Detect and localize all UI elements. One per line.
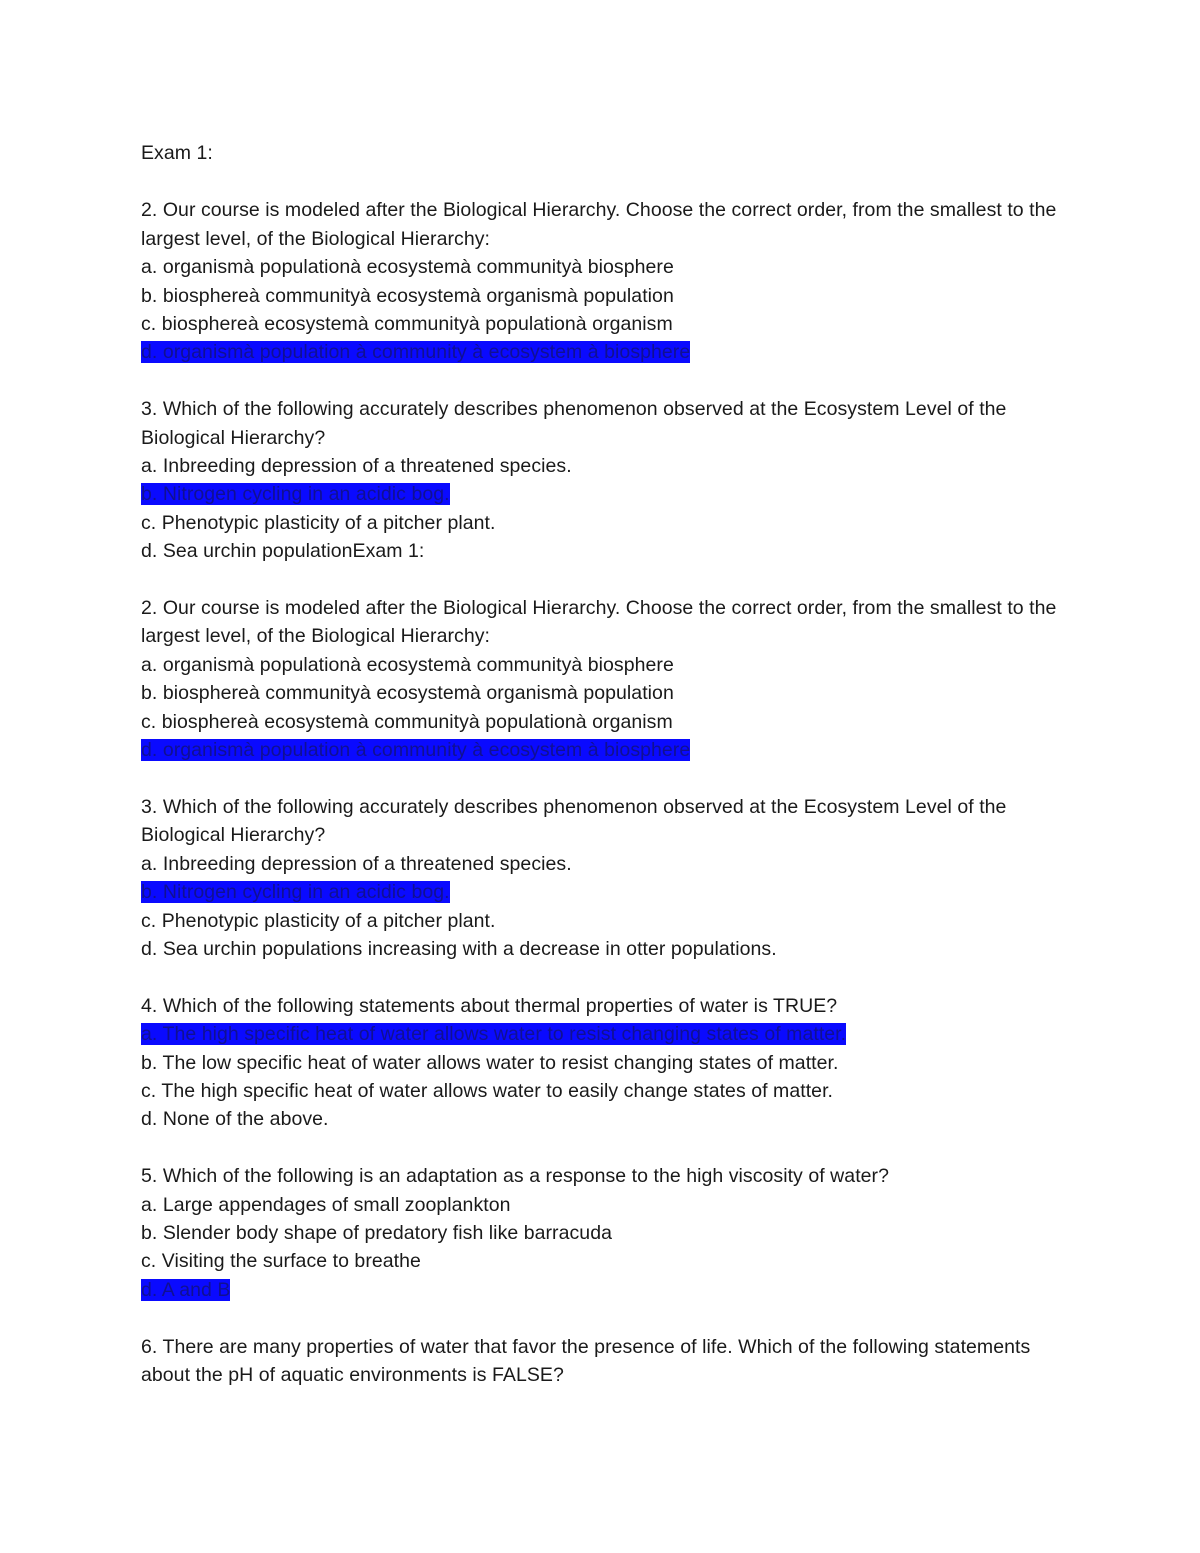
question-text: 3. Which of the following accurately describes phenomenon observed at the Ecosystem Level of the Biological Hierarchy?	[141, 795, 1007, 847]
answer-option: b. The low specific heat of water allows water to resist changing states of matter.	[141, 1051, 839, 1074]
answer-option: a. organismà populationà ecosystemà communityà biosphere	[141, 256, 674, 279]
answer-option-text: d. organismà population à community à ecosystem à biosphere	[141, 341, 691, 364]
answer-option: d. Sea urchin populationExam 1:	[141, 540, 425, 563]
answer-option: b. Slender body shape of predatory fish like barracuda	[141, 1221, 612, 1244]
answer-option-highlighted	[141, 1276, 1081, 1304]
answer-highlight	[141, 881, 450, 903]
answer-option-text: d. A and B	[141, 1278, 231, 1301]
answer-option: d. None of the above.	[141, 1108, 329, 1131]
answer-option-highlighted	[141, 480, 1081, 508]
answer-option: a. Inbreeding depression of a threatened species.	[141, 455, 572, 478]
question-block	[141, 395, 1081, 565]
answer-option-highlighted	[141, 338, 1081, 366]
spacer	[141, 765, 1081, 793]
question-text: 4. Which of the following statements about thermal properties of water is TRUE?	[141, 994, 838, 1017]
answer-option-highlighted	[141, 878, 1081, 906]
document-page	[141, 139, 1081, 1389]
answer-option: c. biosphereà ecosystemà communityà populationà organism	[141, 313, 673, 336]
answer-option-highlighted	[141, 1020, 1081, 1048]
answer-option-text: b. Nitrogen cycling in an acidic bog.	[141, 483, 450, 506]
answer-highlight	[141, 1023, 846, 1045]
question-text: 5. Which of the following is an adaptation as a response to the high viscosity of water?	[141, 1165, 889, 1188]
answer-option-text: a. The high specific heat of water allows water to resist changing states of matter.	[141, 1023, 847, 1046]
answer-option: a. Inbreeding depression of a threatened species.	[141, 852, 572, 875]
answer-option-text: d. organismà population à community à ecosystem à biosphere	[141, 739, 691, 762]
answer-option-text: b. Nitrogen cycling in an acidic bog.	[141, 881, 450, 904]
answer-option: d. Sea urchin populations increasing with a decrease in otter populations.	[141, 937, 777, 960]
question-block	[141, 1162, 1081, 1304]
question-text: 3. Which of the following accurately describes phenomenon observed at the Ecosystem Level of the Biological Hierarchy?	[141, 398, 1007, 449]
spacer	[141, 1134, 1081, 1162]
question-block	[141, 1333, 1081, 1390]
answer-option: a. Large appendages of small zooplankton	[141, 1193, 511, 1216]
answer-option: c. The high specific heat of water allows water to easily change states of matter.	[141, 1079, 834, 1102]
spacer	[141, 367, 1081, 395]
answer-option: c. Visiting the surface to breathe	[141, 1250, 421, 1273]
question-block	[141, 594, 1081, 764]
answer-highlight	[141, 341, 690, 363]
spacer	[141, 167, 1081, 196]
answer-option: b. biosphereà communityà ecosystemà organismà population	[141, 682, 674, 705]
answer-option: b. biosphereà communityà ecosystemà organismà population	[141, 284, 674, 307]
spacer	[141, 963, 1081, 991]
question-block	[141, 992, 1081, 1134]
question-text: 6. There are many properties of water that favor the presence of life. Which of the following statements about the pH of aquatic environments is FALSE?	[141, 1335, 1031, 1386]
question-text: 2. Our course is modeled after the Biological Hierarchy. Choose the correct order, from the smallest to the largest level, of the Biological Hierarchy:	[141, 597, 1057, 648]
answer-option: a. organismà populationà ecosystemà communityà biosphere	[141, 653, 674, 676]
answer-highlight	[141, 1279, 230, 1301]
answer-option: c. Phenotypic plasticity of a pitcher plant.	[141, 909, 496, 932]
question-block	[141, 793, 1081, 963]
answer-option: c. Phenotypic plasticity of a pitcher plant.	[141, 511, 496, 534]
question-text: 2. Our course is modeled after the Biological Hierarchy. Choose the correct order, from the smallest to the largest level, of the Biological Hierarchy:	[141, 199, 1057, 250]
spacer	[141, 566, 1081, 594]
spacer	[141, 1304, 1081, 1332]
question-list	[141, 196, 1081, 1389]
exam-title: Exam 1:	[141, 142, 213, 164]
question-block	[141, 196, 1081, 366]
answer-highlight	[141, 739, 690, 761]
answer-option: c. biosphereà ecosystemà communityà populationà organism	[141, 710, 673, 733]
answer-option-highlighted	[141, 736, 1081, 764]
answer-highlight	[141, 483, 450, 505]
